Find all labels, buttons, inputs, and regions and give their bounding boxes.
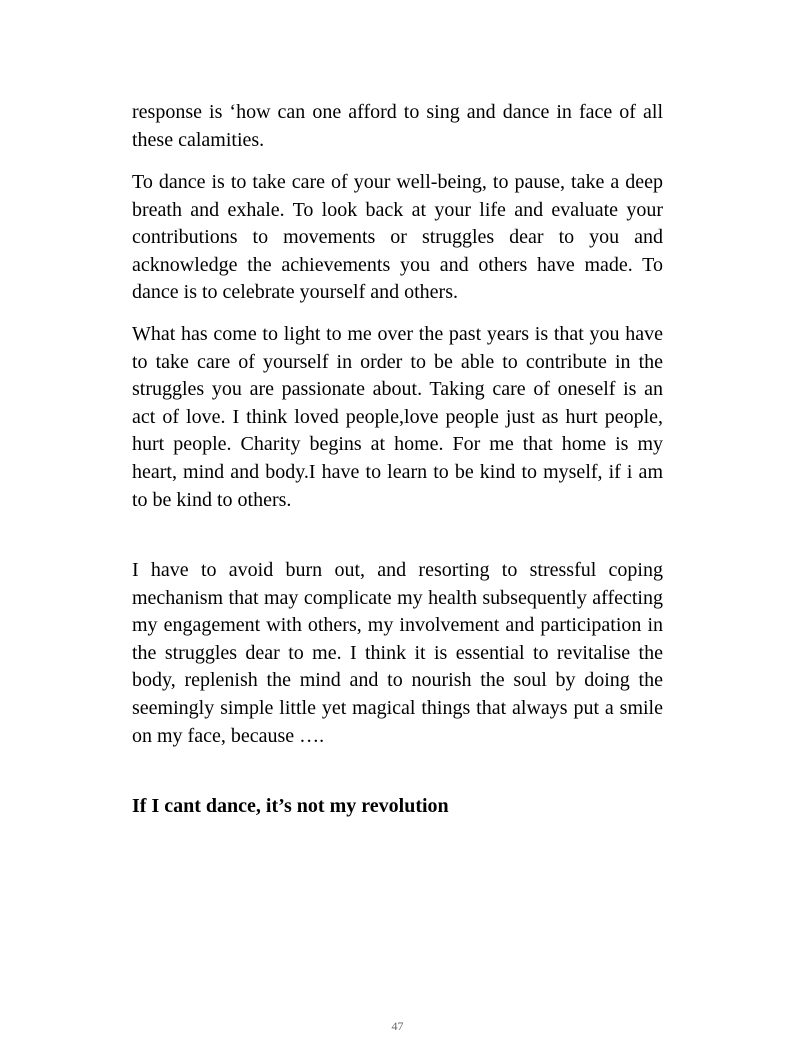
closing-line: If I cant dance, it’s not my revolution	[132, 795, 449, 817]
paragraph-3: What has come to light to me over the past years is that you have to take care of yourself in order to be able to contribute in the struggles you are passionate about. Taking care of oneself is an act of love. I think loved people,love people just as hurt people, hurt people. Charity begins at home. For me that home is my heart, mind and body.I have to learn to be kind to myself, if i am to be kind to others.	[132, 323, 663, 511]
paragraph-2: To dance is to take care of your well-being, to pause, take a deep breath and exhale. To look back at your life and evaluate your contributions to movements or struggles dear to you and acknowledge the achievements you and others have made. To dance is to celebrate yourself and others.	[132, 171, 663, 304]
page-number: 47	[391, 1019, 404, 1033]
paragraph-1: response is ‘how can one afford to sing and dance in face of all these calamities.	[132, 101, 663, 151]
paragraph-4: I have to avoid burn out, and resorting to stressful coping mechanism that may complicate my health subsequently affecting my engagement with others, my involvement and participation in the struggles dear to me. I think it is essential to revitalise the body, replenish the mind and to nourish the soul by doing the seemingly simple little yet magical things that always put a smile on my face, because ….	[132, 559, 663, 747]
